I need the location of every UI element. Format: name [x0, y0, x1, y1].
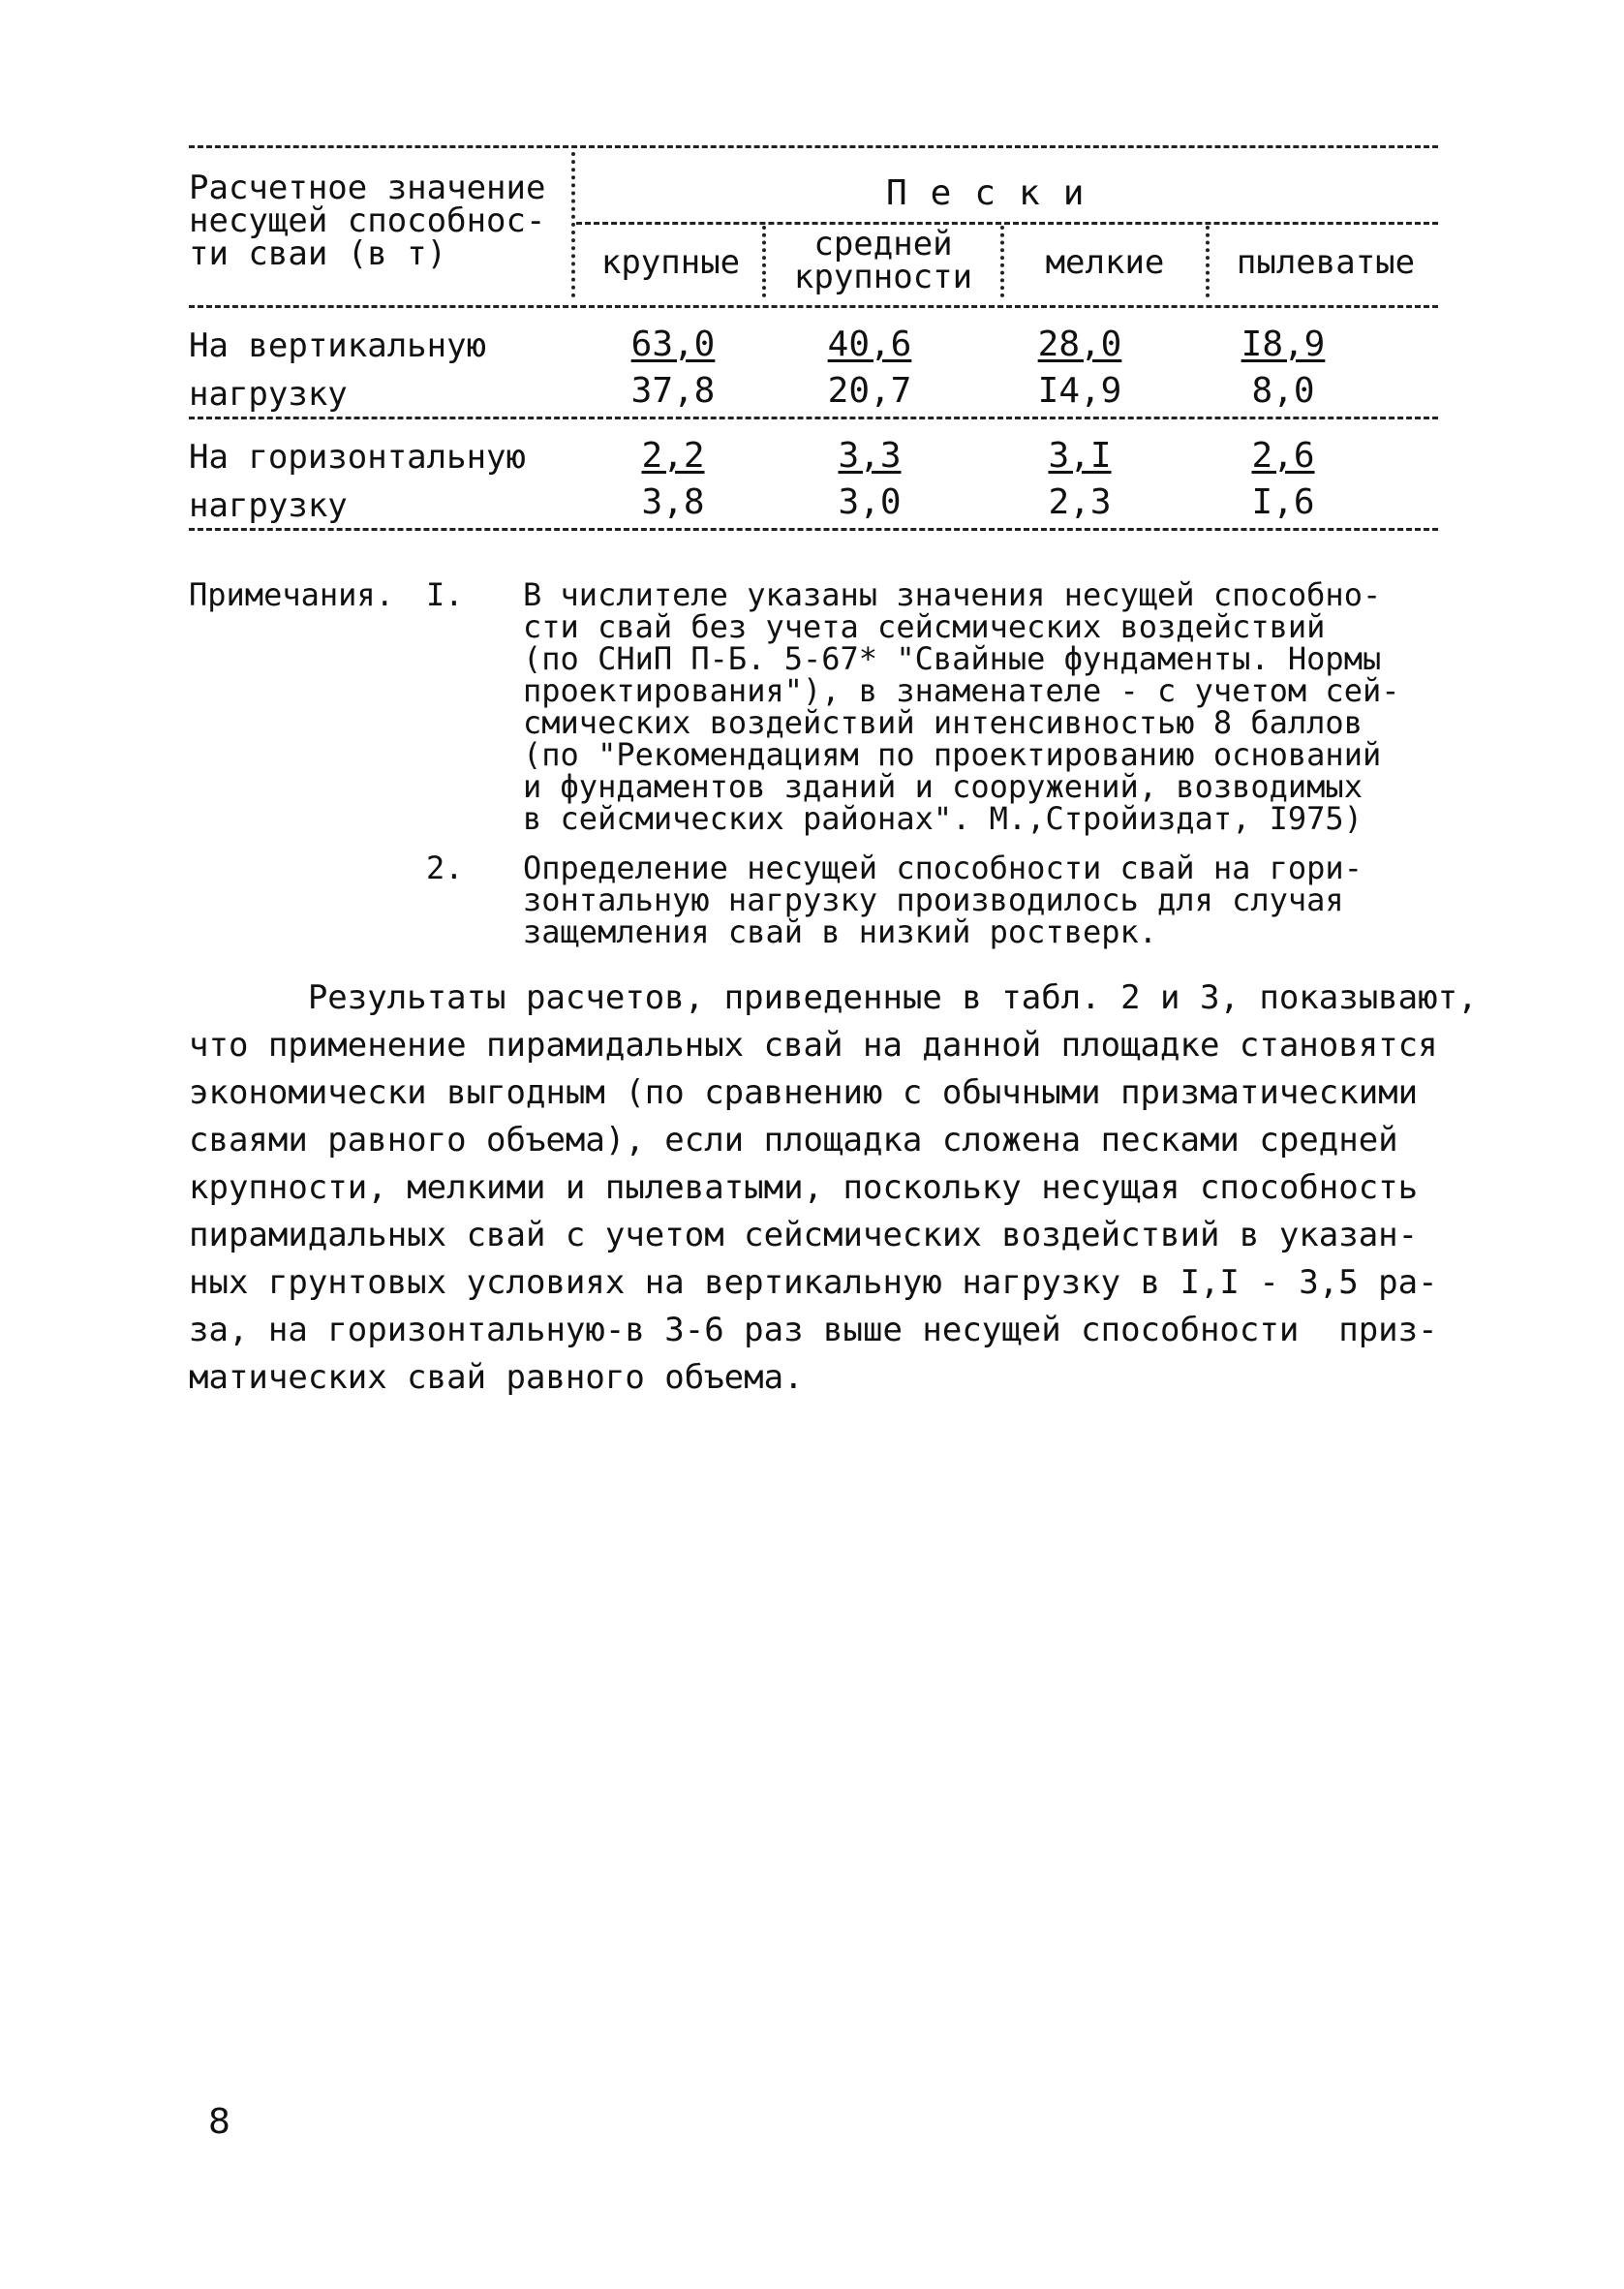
note-line: В числителе указаны значения несущей способно-	[523, 576, 1382, 613]
note-item	[426, 850, 1443, 950]
row-label-vertical: На вертикальную нагрузку	[189, 326, 487, 414]
paragraph-line: крупности, мелкими и пылеватыми, поскольку несущая способность	[189, 1168, 1419, 1207]
note-line: зонтальную нагрузку производилось для случая	[523, 882, 1344, 918]
paragraph-line: матических свай равного объема.	[189, 1358, 804, 1397]
value-cell	[1022, 322, 1138, 415]
header-separator	[571, 152, 575, 297]
column-header-silty: пылеватые	[1236, 243, 1416, 282]
group-title-sands: Пески	[886, 173, 1108, 213]
column-header-medium: средней крупности	[793, 225, 973, 296]
note-number: I.	[426, 576, 464, 613]
table-row	[189, 308, 1438, 417]
table-row	[189, 419, 1438, 528]
note-line: (по "Рекомендациям по проектированию оснований	[523, 736, 1382, 773]
body-paragraph	[189, 974, 1478, 1402]
note-line: и фундаментов зданий и сооружений, возводимых	[523, 768, 1363, 805]
paragraph-line: сваями равного объема), если площадка сложена песками средней	[189, 1121, 1398, 1160]
denominator-value: 2,3	[1048, 482, 1112, 522]
header-label: Расчетное значение несущей способнос- ти сваи (в т)	[189, 169, 546, 273]
value-cell	[615, 433, 731, 526]
numerator-value: 3,I	[1048, 436, 1112, 476]
column-header-coarse: крупные	[600, 243, 741, 282]
denominator-value: 8,0	[1251, 371, 1315, 411]
header-separator	[1000, 226, 1004, 297]
denominator-value: I4,9	[1037, 371, 1122, 411]
table-header	[189, 148, 1438, 305]
note-line: проектирования"), в знаменателе - с учетом сей-	[523, 672, 1400, 709]
paragraph-line: Результаты расчетов, приведенные в табл. 2 и 3, показывают,	[189, 978, 1478, 1017]
value-cell	[812, 322, 928, 415]
paragraph-line: ных грунтовых условиях на вертикальную нагрузку в I,I - 3,5 ра-	[189, 1263, 1438, 1302]
numerator-value: 2,6	[1251, 436, 1315, 476]
value-cell	[1225, 322, 1341, 415]
value-cell	[1022, 433, 1138, 526]
value-cell	[812, 433, 928, 526]
note-line: Определение несущей способности свай на гори-	[523, 850, 1363, 886]
row-label-horizontal: На горизонтальную нагрузку	[189, 438, 526, 525]
note-line: в сейсмических районах". М.,Стройиздат, I975)	[523, 800, 1363, 837]
header-separator	[762, 226, 766, 297]
notes-label: Примечания.	[189, 576, 394, 613]
denominator-value: 3,0	[838, 482, 902, 522]
note-line: (по СНиП П-Б. 5-67* "Свайные фундаменты. Нормы	[523, 640, 1382, 677]
numerator-value: I8,9	[1241, 325, 1326, 364]
numerator-value: 3,3	[838, 436, 902, 476]
note-line: защемления свай в низкий ростверк.	[523, 913, 1158, 950]
column-header-fine: мелкие	[1045, 243, 1165, 282]
header-sub-rule	[576, 222, 1438, 225]
numerator-value: 2,2	[641, 436, 705, 476]
page-number: 8	[208, 2102, 230, 2142]
note-line: сти свай без учета сейсмических воздействий	[523, 608, 1326, 645]
paragraph-line: пирамидальных свай с учетом сейсмических воздействий в указан-	[189, 1216, 1419, 1254]
load-capacity-table	[189, 145, 1438, 531]
paragraph-line: экономически выгодным (по сравнению с обычными призматическими	[189, 1073, 1419, 1112]
denominator-value: 37,8	[630, 371, 716, 411]
paragraph-line: что применение пирамидальных свай на данной площадке становятся	[189, 1026, 1438, 1065]
denominator-value: I,6	[1251, 482, 1315, 522]
denominator-value: 3,8	[641, 482, 705, 522]
note-line: смических воздействий интенсивностью 8 баллов	[523, 704, 1363, 741]
paragraph-line: за, на горизонтальную-в 3-6 раз выше несущей способности приз-	[189, 1311, 1438, 1349]
numerator-value: 40,6	[827, 325, 912, 364]
denominator-value: 20,7	[827, 371, 912, 411]
note-item	[426, 576, 1443, 837]
value-cell	[615, 322, 731, 415]
numerator-value: 28,0	[1037, 325, 1122, 364]
header-separator	[1206, 226, 1210, 297]
note-number: 2.	[426, 850, 464, 886]
value-cell	[1225, 433, 1341, 526]
numerator-value: 63,0	[630, 325, 716, 364]
